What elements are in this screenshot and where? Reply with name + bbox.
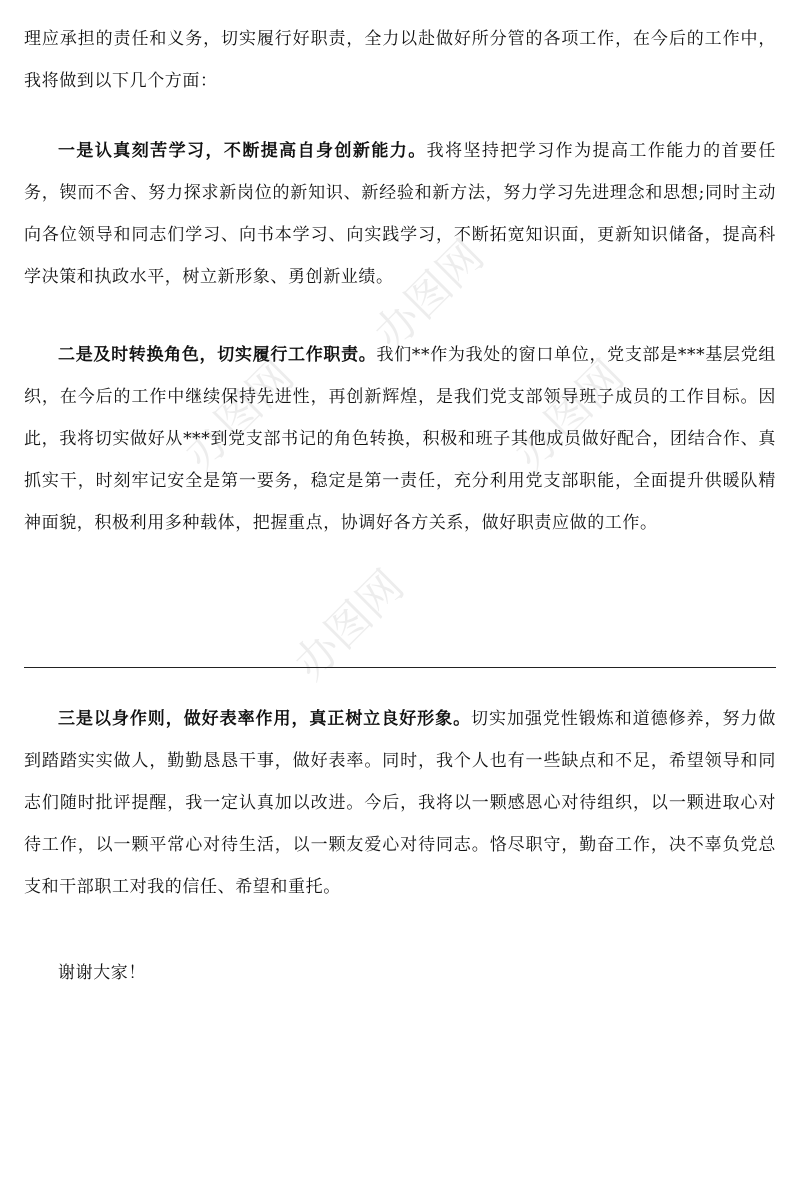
paragraph-text: 我将坚持把学习作为提高工作能力的首要任务，锲而不舍、努力探求新岗位的新知识、新经验和新方法，努力学习先进理念和思想;同时主动向各位领导和同志们学习、向书本学习、向实践学习，不断拓宽知识面，更新知识储备，提高科学决策和执政水平，树立新形象、勇创新业绩。 [24, 141, 777, 287]
paragraph-heading: 三是以身作则，做好表率作用，真正树立良好形象。 [58, 709, 472, 729]
watermark: 办图网 [174, 350, 304, 480]
watermark: 办图网 [284, 560, 414, 690]
watermark: 办图网 [504, 350, 634, 480]
paragraph-text: 切实加强党性锻炼和道德修养，努力做到踏踏实实做人，勤勤恳恳干事，做好表率。同时，我个人也有一些缺点和不足，希望领导和同志们随时批评提醒，我一定认真加以改进。今后，我将以一颗感恩心对待组织，以一颗进取心对待工作，以一颗平常心对待生活，以一颗友爱心对待同志。恪尽职守，勤奋工作，决不辜负党总支和干部职工对我的信任、希望和重托。 [24, 709, 776, 897]
paragraph-text: 理应承担的责任和义务，切实履行好职责，全力以赴做好所分管的各项工作，在今后的工作中，我将做到以下几个方面： [24, 29, 776, 91]
section-divider [24, 667, 776, 668]
paragraph-heading: 二是及时转换角色，切实履行工作职责。 [58, 345, 377, 365]
paragraph-point-two [24, 334, 776, 544]
paragraph-text: 我们**作为我处的窗口单位，党支部是***基层党组织，在今后的工作中继续保持先进性，再创新辉煌，是我们党支部领导班子成员的工作目标。因此，我将切实做好从***到党支部书记的角色转换，积极和班子其他成员做好配合，团结合作、真抓实干，时刻牢记安全是第一要务，稳定是第一责任，充分利用党支部职能，全面提升供暖队精神面貌，积极利用多种载体，把握重点，协调好各方关系，做好职责应做的工作。 [24, 345, 777, 533]
closing-text: 谢谢大家！ [58, 963, 146, 983]
closing-line [24, 952, 776, 994]
watermark: 办图网 [364, 230, 494, 360]
paragraph-point-one [24, 130, 776, 298]
paragraph-intro-tail [24, 18, 776, 102]
paragraph-point-three [24, 698, 776, 908]
paragraph-heading: 一是认真刻苦学习，不断提高自身创新能力。 [58, 141, 427, 161]
